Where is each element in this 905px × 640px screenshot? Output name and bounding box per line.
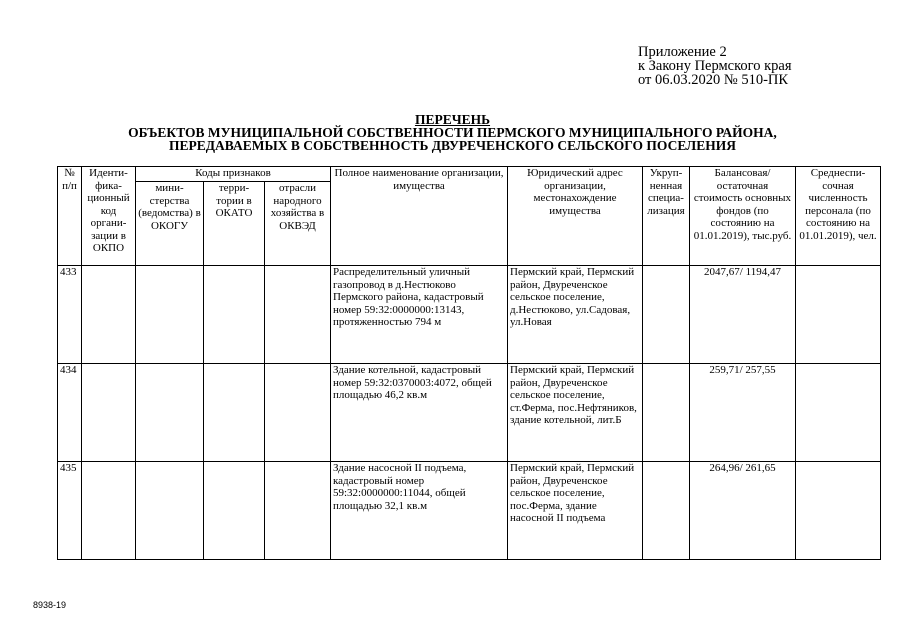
document-code: 8938-19: [33, 600, 67, 610]
row-okpo: [82, 266, 136, 364]
header-staff: Среднеспи-сочная численность персонала (по состоянию на 01.01.2019), чел.: [796, 167, 881, 266]
row-num: 433: [58, 266, 82, 364]
header-num: № п/п: [58, 167, 82, 266]
appendix-note: [638, 45, 792, 87]
heading-line-3: ПЕРЕДАВАЕМЫХ В СОБСТВЕННОСТЬ ДВУРЕЧЕНСКОГО СЕЛЬСКОГО ПОСЕЛЕНИЯ: [169, 138, 736, 153]
row-address: Пермский край, Пермский район, Двуреченское сельское поселение, д.Нестюково, ул.Садовая, ул.Новая: [508, 266, 643, 364]
row-name: Здание насосной II подъема, кадастровый номер 59:32:0000000:11044, общей площадью 32,1 кв.м: [331, 462, 508, 560]
row-cost: 264,96/ 261,65: [690, 462, 796, 560]
row-okved: [265, 462, 331, 560]
row-okato: [204, 266, 265, 364]
header-okpo: Иденти-фика-ционный код органи-зации в ОКПО: [82, 167, 136, 266]
header-okato: терри-тории в ОКАТО: [204, 182, 265, 266]
row-okpo: [82, 364, 136, 462]
table-row: [58, 462, 881, 560]
header-name: Полное наименование организации, имущества: [331, 167, 508, 266]
appendix-line-1: Приложение 2: [638, 44, 727, 60]
row-num: 434: [58, 364, 82, 462]
header-cost: Балансовая/ остаточная стоимость основных фондов (по состоянию на 01.01.2019), тыс.руб.: [690, 167, 796, 266]
document-heading: [0, 113, 905, 152]
appendix-line-3: от 06.03.2020 № 510-ПК: [638, 72, 789, 88]
row-specialization: [643, 364, 690, 462]
table-row: [58, 364, 881, 462]
row-staff: [796, 266, 881, 364]
row-cost: 2047,67/ 1194,47: [690, 266, 796, 364]
header-address: Юридический адрес организации, местонахождение имущества: [508, 167, 643, 266]
row-num: 435: [58, 462, 82, 560]
appendix-line-2: к Закону Пермского края: [638, 58, 792, 74]
row-address: Пермский край, Пермский район, Двуреченское сельское поселение, ст.Ферма, пос.Нефтяников, здание котельной, лит.Б: [508, 364, 643, 462]
row-address: Пермский край, Пермский район, Двуреченское сельское поселение, пос.Ферма, здание насосной II подъема: [508, 462, 643, 560]
row-staff: [796, 364, 881, 462]
row-name: Распределительный уличный газопровод в д.Нестюково Пермского района, кадастровый номер 59:32:0000000:13143, протяженностью 794 м: [331, 266, 508, 364]
header-okogu: мини-стерства (ведомства) в ОКОГУ: [136, 182, 204, 266]
row-okogu: [136, 266, 204, 364]
row-okato: [204, 462, 265, 560]
row-okogu: [136, 364, 204, 462]
table-row: [58, 266, 881, 364]
row-okved: [265, 364, 331, 462]
row-specialization: [643, 266, 690, 364]
row-okpo: [82, 462, 136, 560]
header-okved: отрасли народного хозяйства в ОКВЭД: [265, 182, 331, 266]
row-cost: 259,71/ 257,55: [690, 364, 796, 462]
row-okato: [204, 364, 265, 462]
header-specialization: Укруп-ненная специа-лизация: [643, 167, 690, 266]
heading-line-2: ОБЪЕКТОВ МУНИЦИПАЛЬНОЙ СОБСТВЕННОСТИ ПЕРМСКОГО МУНИЦИПАЛЬНОГО РАЙОНА,: [128, 125, 777, 140]
property-register-table: [57, 166, 881, 560]
row-specialization: [643, 462, 690, 560]
header-codes: Коды признаков: [136, 167, 331, 182]
row-name: Здание котельной, кадастровый номер 59:32:0370003:4072, общей площадью 46,2 кв.м: [331, 364, 508, 462]
row-okogu: [136, 462, 204, 560]
row-okved: [265, 266, 331, 364]
row-staff: [796, 462, 881, 560]
heading-title: ПЕРЕЧЕНЬ: [414, 112, 491, 127]
